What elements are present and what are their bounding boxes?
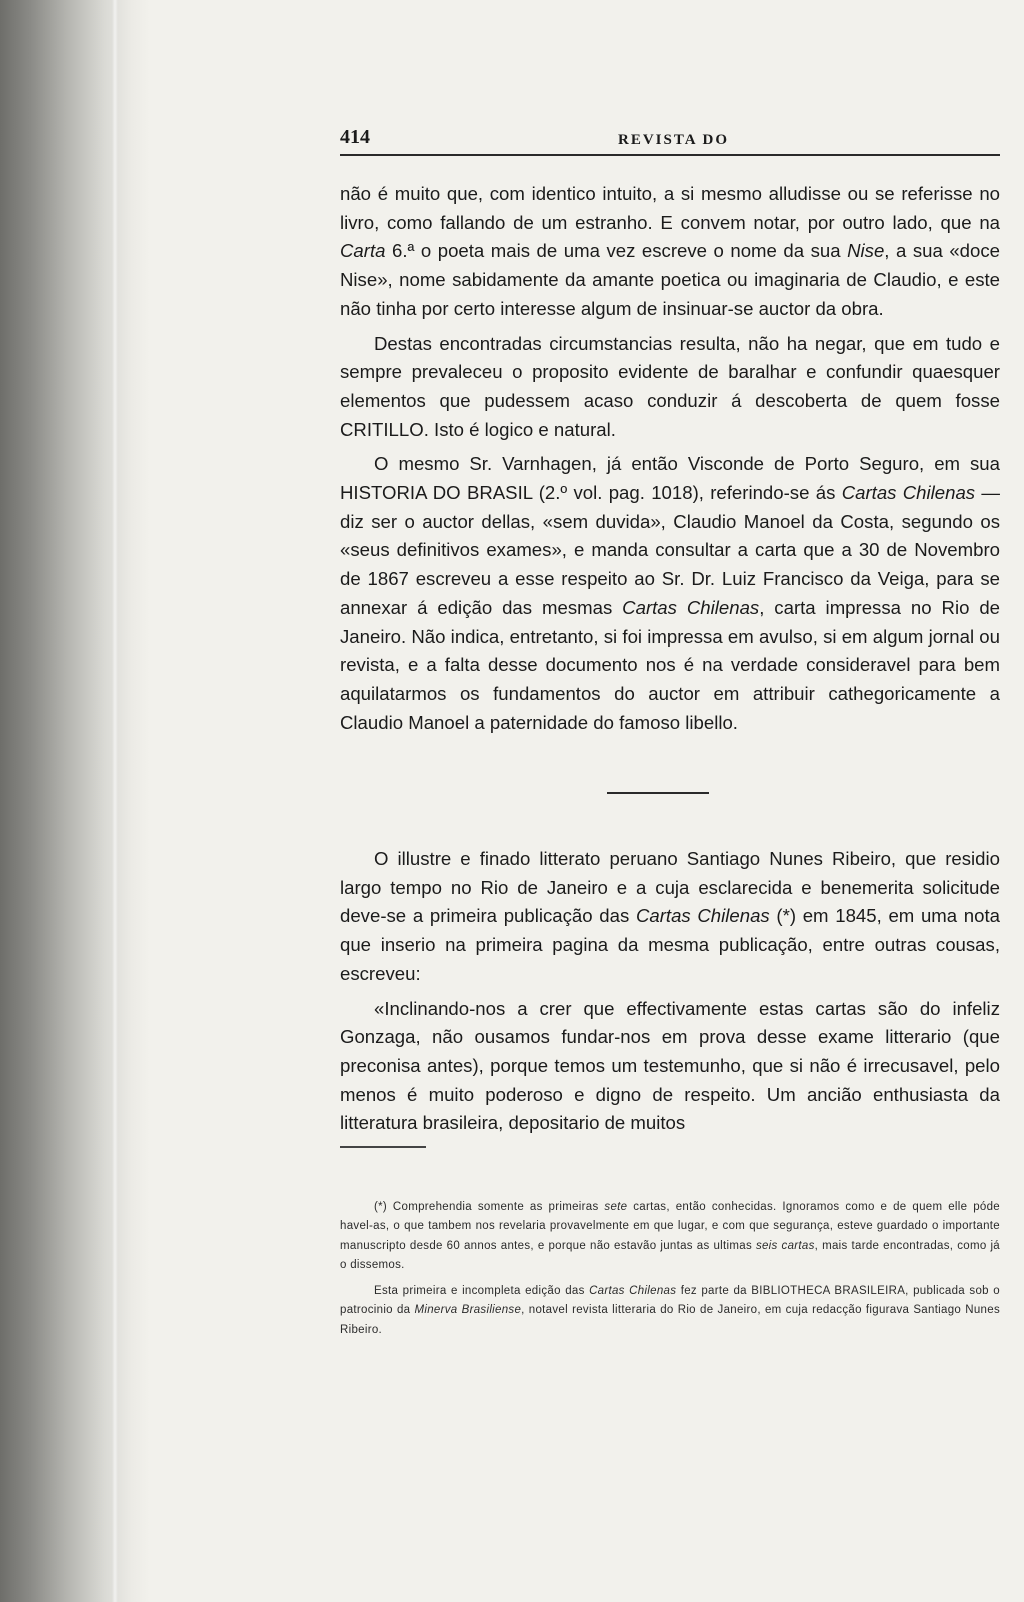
italic-run: Nise (847, 240, 885, 262)
italic-run: sete (604, 1201, 628, 1213)
paragraph-4 (340, 845, 1000, 989)
text-run: não é muito que, com identico intuito, a si mesmo alludisse ou se referisse no livro, como fallando de um estranho. E convem notar, por outro lado, que na (340, 183, 1000, 233)
italic-run: Cartas Chilenas (635, 905, 770, 927)
italic-run: Carta (340, 240, 386, 262)
footnote-rule (340, 1146, 426, 1148)
header-rule (340, 154, 1000, 156)
binding-highlight (112, 0, 118, 1602)
text-run: (*) em 1845, em uma nota que inserio na primeira pagina da mesma publicação, entre outras cousas, escreveu: (340, 905, 1000, 984)
paragraph-5: «Inclinando-nos a crer que effectivamente estas cartas são do infeliz Gonzaga, não ousamos fundar-nos em prova desse exame litterario (que preconisa antes), porque temos um testemunho, que si não é irrecusavel, pelo menos é muito poderoso e digno de respeito. Um ancião enthusiasta da litteratura brasileira, depositario de muitos (340, 997, 1000, 1134)
footnotes (340, 1198, 1000, 1347)
italic-run: Minerva Brasiliense (414, 1304, 522, 1317)
paragraph-1 (340, 180, 1000, 324)
text-run: (*) Comprehendia somente as primeiras (374, 1201, 605, 1213)
italic-run: Cartas Chilenas (622, 596, 760, 618)
page-binding-shadow (0, 0, 150, 1602)
paragraph-2: Destas encontradas circumstancias resulta, não ha negar, que em tudo e sempre prevaleceu o proposito evidente de baralhar e confundir quaesquer elementos que pudessem acaso conduzir á descoberta de quem fosse CRITILLO. Isto é logico e natural. (340, 332, 1000, 440)
page-number: 414 (340, 126, 370, 148)
text-run: Esta primeira e incompleta edição das (374, 1285, 590, 1298)
footnote-2 (340, 1282, 1000, 1340)
italic-run: Cartas Chilenas (841, 482, 976, 504)
section-divider (607, 792, 709, 794)
running-title: REVISTA DO (618, 132, 729, 148)
text-run: , carta impressa no Rio de Janeiro. Não indica, entretanto, si foi impressa em avulso, si em algum jornal ou revista, e a falta desse documento nos é na verdade consideravel para bem aquilatarmos os fundamentos do auctor em attribuir cathegoricamente a Claudio Manoel a paternidade do famoso libello. (340, 596, 1001, 733)
italic-run: Cartas Chilenas (589, 1285, 677, 1298)
page-header (340, 122, 1000, 156)
text-run: , notavel revista litteraria do Rio de Janeiro, em cuja redacção figurava Santiago Nunes Ribeiro. (340, 1304, 1000, 1336)
text-run: 6.ª o poeta mais de uma vez escreve o nome da sua (385, 240, 848, 262)
footnote-1 (340, 1198, 1000, 1275)
main-text-lower (340, 845, 1000, 1144)
text-run: fez parte da BIBLIOTHECA BRASILEIRA, publicada sob o patrocinio da (340, 1285, 1000, 1317)
text-run: , mais tarde encontradas, como já o dissemos. (340, 1239, 1001, 1271)
paragraph-3 (340, 450, 1000, 737)
text-run: O illustre e finado litterato peruano Santiago Nunes Ribeiro, que residio largo tempo no Rio de Janeiro e a cuja esclarecida e benemerita solicitude deve-se a primeira publicação das (340, 848, 1000, 927)
main-text-upper (340, 180, 1000, 743)
italic-run: seis cartas (755, 1239, 815, 1252)
text-run: cartas, então conhecidas. Ignoramos como e de quem elle póde havel-as, o que tambem nos revelaria provavelmente em que lugar, e com que segurança, esteve guardado o importante manuscripto desde 60 annos antes, e porque não estavão juntas as ultimas (340, 1201, 1000, 1252)
text-run: — diz ser o auctor dellas, «sem duvida», Claudio Manoel da Costa, segundo os «seus definitivos exames», e manda consultar a carta que a 30 de Novembro de 1867 escreveu a esse respeito ao Sr. Dr. Luiz Francisco da Veiga, para se annexar á edição das mesmas (340, 482, 1001, 618)
text-run: , a sua «doce Nise», nome sabidamente da amante poetica ou imaginaria de Claudio, e este não tinha por certo interesse algum de insinuar-se auctor da obra. (340, 240, 1000, 319)
text-run: O mesmo Sr. Varnhagen, já então Visconde de Porto Seguro, em sua HISTORIA DO BRASIL (2.º vol. pag. 1018), referindo-se ás (340, 453, 1000, 504)
